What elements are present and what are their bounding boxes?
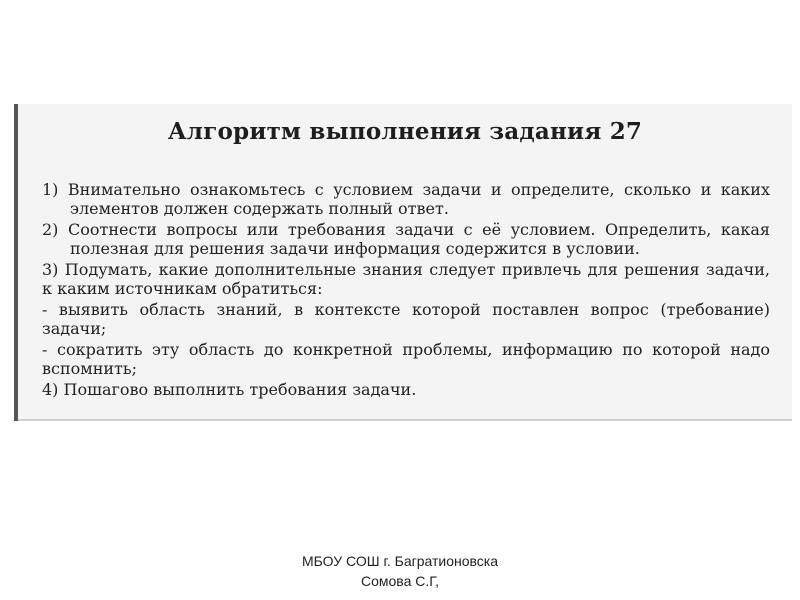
footer-school: МБОУ СОШ г. Багратионовска bbox=[301, 553, 499, 569]
step-3-text: 3) Подумать, какие дополнительные знания следует привлечь для решения задачи, к каким источникам обратиться: bbox=[42, 260, 770, 298]
document-body bbox=[42, 180, 770, 401]
step-3-bullet-1: - выявить область знаний, в контексте которой поставлен вопрос (требование) задачи; bbox=[42, 300, 770, 338]
document-panel bbox=[14, 104, 792, 421]
document-title: Алгоритм выполнения задания 27 bbox=[167, 118, 643, 145]
step-1-text: 1) Внимательно ознакомьтесь с условием задачи и определите, сколько и каких элементов должен содержать полный ответ. bbox=[42, 180, 770, 218]
step-4-text: 4) Пошагово выполнить требования задачи. bbox=[42, 380, 417, 399]
step-2-text: 2) Соотнести вопросы или требования задачи с её условием. Определить, какая полезная для решения задачи информация содержится в условии. bbox=[42, 220, 770, 258]
slide-footer bbox=[0, 551, 800, 591]
step-3-bullet-2: - сократить эту область до конкретной проблемы, информацию по которой надо вспомнить; bbox=[42, 340, 770, 378]
footer-author: Сомова С.Г, bbox=[360, 573, 440, 589]
